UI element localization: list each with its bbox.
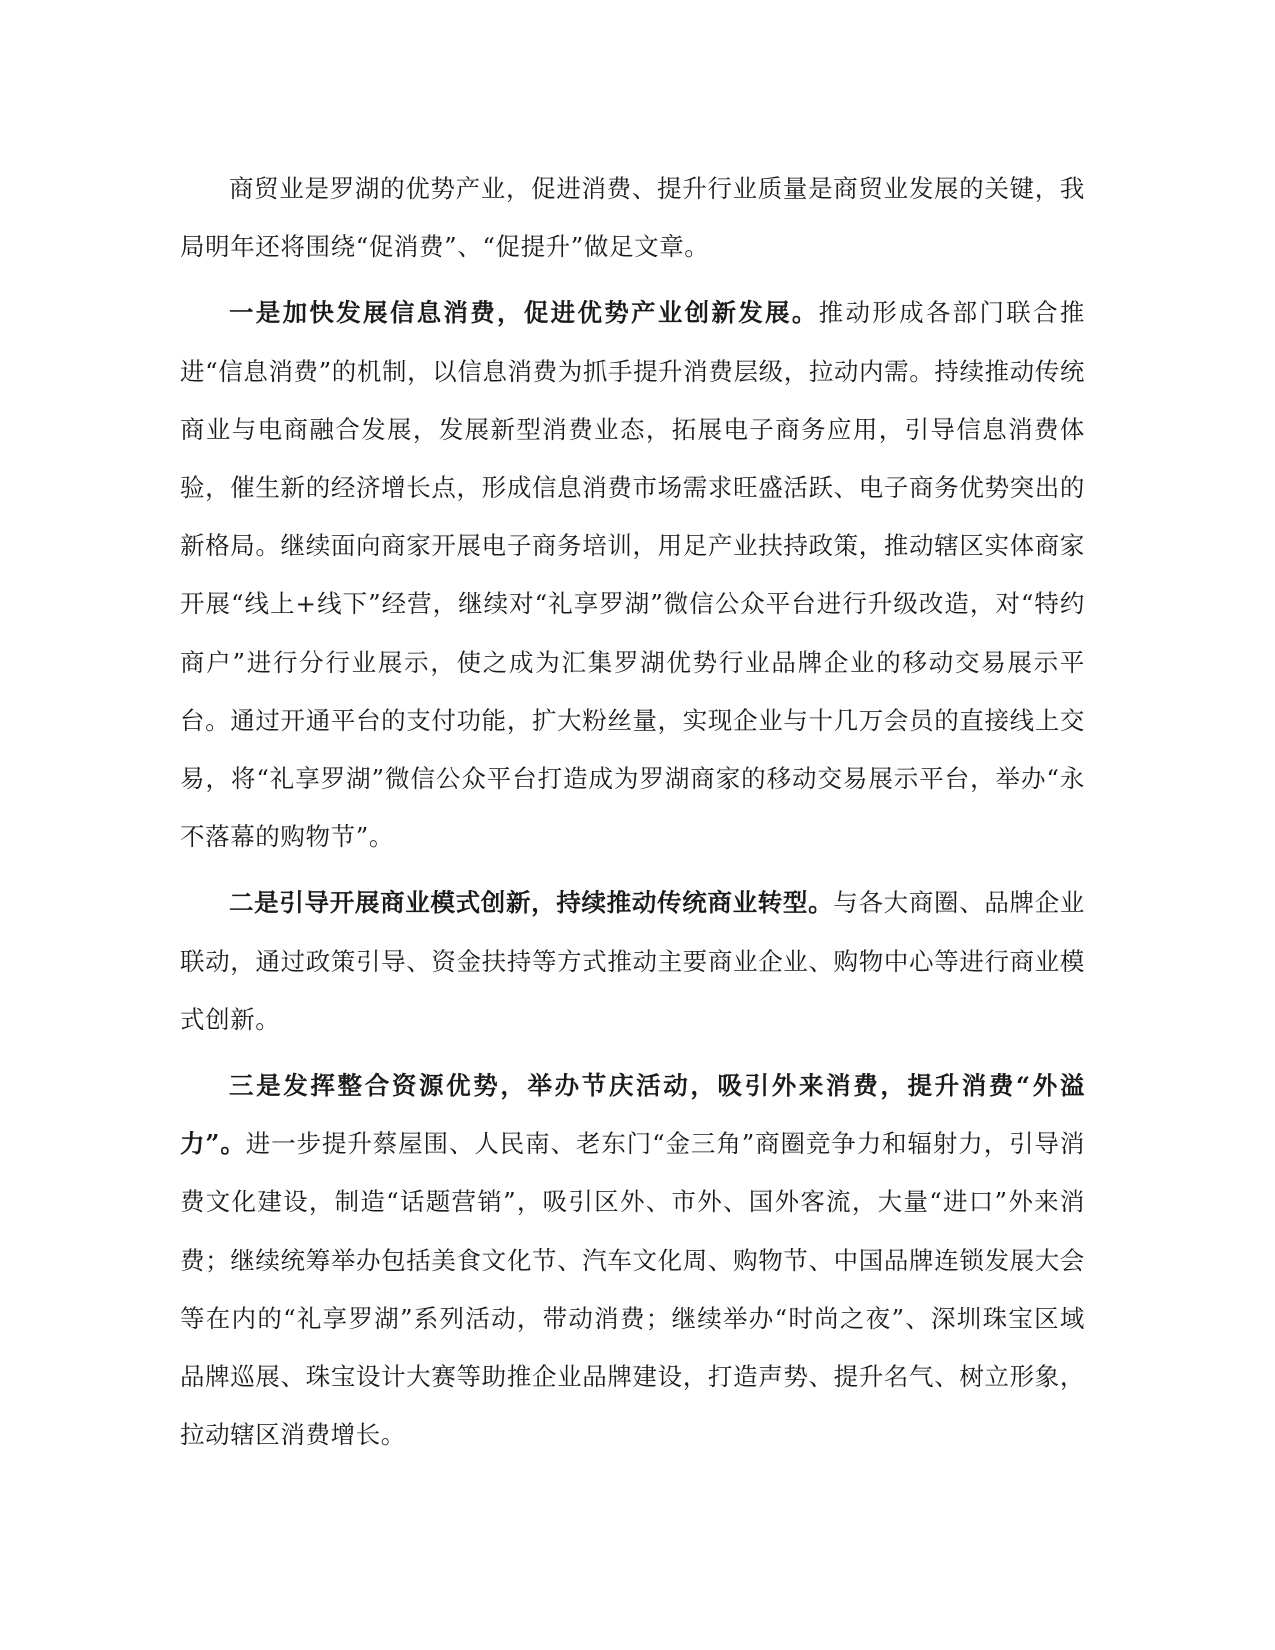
paragraph-body: 进一步提升蔡屋围、人民南、老东门“金三角”商圈竞争力和辐射力，引导消费文化建设，制造“话题营销”，吸引区外、市外、国外客流，大量“进口”外来消费；继续统筹举办包括美食文化节、汽车文化周、购物节、中国品牌连锁发展大会等在内的“礼享罗湖”系列活动，带动消费；继续举办“时尚之夜”、深圳珠宝区域品牌巡展、珠宝设计大赛等助推企业品牌建设，打造声势、提升名气、树立形象，拉动辖区消费增长。 — [180, 1129, 1085, 1450]
paragraph-body: 商贸业是罗湖的优势产业，促进消费、提升行业质量是商贸业发展的关键，我局明年还将围绕“促消费”、“促提升”做足文章。 — [180, 174, 1085, 262]
paragraph-intro — [180, 160, 1085, 276]
paragraph-body: 推动形成各部门联合推进“信息消费”的机制，以信息消费为抓手提升消费层级，拉动内需。持续推动传统商业与电商融合发展，发展新型消费业态，拓展电子商务应用，引导信息消费体验，催生新的经济增长点，形成信息消费市场需求旺盛活跃、电子商务优势突出的新格局。继续面向商家开展电子商务培训，用足产业扶持政策，推动辖区实体商家开展“线上+线下”经营，继续对“礼享罗湖”微信公众平台进行升级改造，对“特约商户”进行分行业展示，使之成为汇集罗湖优势行业品牌企业的移动交易展示平台。通过开通平台的支付功能，扩大粉丝量，实现企业与十几万会员的直接线上交易，将“礼享罗湖”微信公众平台打造成为罗湖商家的移动交易展示平台，举办“永不落幕的购物节”。 — [180, 298, 1085, 852]
paragraph-point-1 — [180, 284, 1085, 866]
document-page — [180, 160, 1085, 1472]
paragraph-lead: 一是加快发展信息消费，促进优势产业创新发展。 — [229, 298, 819, 328]
paragraph-body: 与各大商圈、品牌企业联动，通过政策引导、资金扶持等方式推动主要商业企业、购物中心等进行商业模式创新。 — [180, 888, 1086, 1034]
paragraph-lead: 二是引导开展商业模式创新，持续推动传统商业转型。 — [229, 888, 834, 918]
paragraph-lead: 三是发挥整合资源优势，举办节庆活动，吸引外来消费，提升消费“外溢力”。 — [180, 1071, 1085, 1159]
paragraph-point-2 — [180, 874, 1085, 1049]
paragraph-point-3 — [180, 1057, 1085, 1464]
